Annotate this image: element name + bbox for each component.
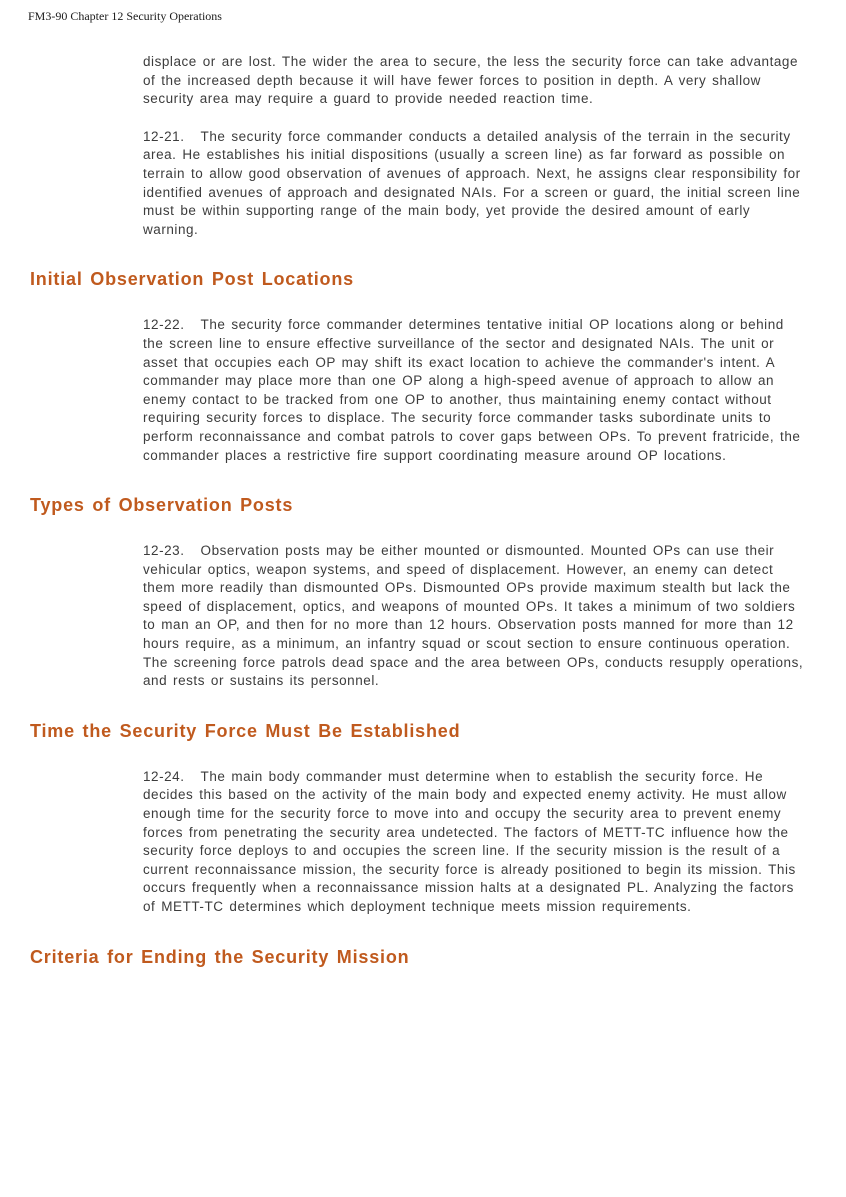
paragraph xyxy=(143,53,805,109)
section-heading: Time the Security Force Must Be Established xyxy=(30,720,461,741)
paragraph-text: Observation posts may be either mounted or dismounted. Mounted OPs can use their vehicular optics, weapon systems, and speed of displacement. However, an enemy can detect them more readily than dismounted OPs. Dismounted OPs provide maximum stealth but lack the speed of displacement, optics, and weapons of mounted OPs. It takes a minimum of two soldiers to man an OP, and then for no more than 12 hours. Observation posts manned for more than 12 hours require, as a minimum, an infantry squad or scout section to ensure continuous operation. The screening force patrols dead space and the area between OPs, conducts resupply operations, and rests or sustains its personnel. xyxy=(143,543,804,689)
paragraph xyxy=(143,768,805,917)
section-heading: Initial Observation Post Locations xyxy=(30,269,354,290)
document-header-title: FM3-90 Chapter 12 Security Operations xyxy=(28,9,222,23)
paragraph-number: 12-24. xyxy=(143,768,185,784)
paragraph-text: The main body commander must determine when to establish the security force. He decides this based on the activity of the main body and expected enemy activity. He must allow enough time for the security force to move into and occupy the security area to prevent enemy forces from penetrating the security area undetected. The factors of METT-TC influence how the security force deploys to and occupies the screen line. If the security mission is the result of a current reconnaissance mission, the security force is already positioned to begin its mission. This occurs frequently when a reconnaissance mission halts at a designated PL. Analyzing the factors of METT-TC determines which deployment technique meets mission requirements. xyxy=(143,768,796,914)
paragraph-number: 12-22. xyxy=(143,317,185,333)
section-heading: Types of Observation Posts xyxy=(30,495,294,516)
paragraph-number: 12-23. xyxy=(143,543,185,559)
section-heading: Criteria for Ending the Security Mission xyxy=(30,946,410,967)
paragraph xyxy=(143,542,805,691)
paragraph-text: displace or are lost. The wider the area to secure, the less the security force can take advantage of the increased depth because it will have fewer forces to position in depth. A very shallow security area may require a guard to provide needed reaction time. xyxy=(143,54,799,107)
paragraph-text: The security force commander conducts a detailed analysis of the terrain in the security area. He establishes his initial dispositions (usually a screen line) as far forward as possible on terrain to allow good observation of avenues of approach. Next, he assigns clear responsibility for identified avenues of approach and designated NAIs. For a screen or guard, the initial screen line must be within supporting range of the main body, yet provide the desired amount of early warning. xyxy=(143,128,801,237)
paragraph-number: 12-21. xyxy=(143,128,185,144)
document-body xyxy=(0,24,846,1034)
paragraph xyxy=(143,128,805,240)
paragraph xyxy=(143,316,805,465)
paragraph-text: The security force commander determines tentative initial OP locations along or behind the screen line to ensure effective surveillance of the sector and designated NAIs. The unit or asset that occupies each OP may shift its exact location to achieve the commander's intent. A commander may place more than one OP along a high-speed avenue of approach to allow an enemy contact to be tracked from one OP to another, thus maintaining enemy contact without requiring security forces to displace. The security force commander tasks subordinate units to perform reconnaissance and combat patrols to cover gaps between OPs. To prevent fratricide, the commander places a restrictive fire support coordinating measure around OP locations. xyxy=(143,317,801,463)
